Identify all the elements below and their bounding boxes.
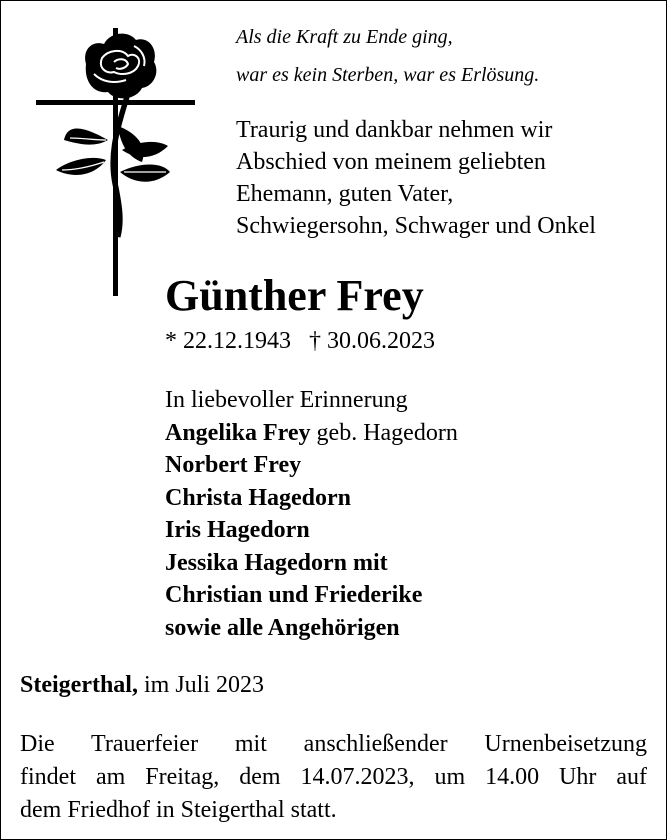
intro-text xyxy=(236,114,596,242)
cross-with-rose-icon xyxy=(30,22,200,300)
verse-line: Als die Kraft zu Ende ging, xyxy=(236,26,453,48)
deceased-name: Günther Frey xyxy=(165,271,424,320)
mourner-suffix: geb. Hagedorn xyxy=(310,419,458,446)
notice-line: dem Friedhof in Steigerthal statt. xyxy=(20,797,337,823)
verse-line: war es kein Sterben, war es Erlösung. xyxy=(236,64,540,86)
mourner-line: Christa Hagedorn xyxy=(165,484,351,511)
mourner-line: Iris Hagedorn xyxy=(165,517,310,543)
month-year: im Juli 2023 xyxy=(137,672,264,698)
intro-line: Ehemann, guten Vater, xyxy=(236,181,454,207)
life-dates: * 22.12.1943 † 30.06.2023 xyxy=(165,328,435,354)
mourners-heading: In liebevoller Erinnerung xyxy=(165,387,408,413)
funeral-notice xyxy=(20,728,647,827)
mourner-line: sowie alle Angehörigen xyxy=(165,614,400,641)
mourner-line: Norbert Frey xyxy=(165,452,302,478)
mourners-list xyxy=(165,384,458,644)
mourner-line: Jessika Hagedorn mit xyxy=(165,549,388,576)
mourner-name: Angelika Frey xyxy=(165,419,311,446)
intro-line: Abschied von meinem geliebten xyxy=(236,149,546,175)
mourner-line xyxy=(165,417,458,450)
intro-line: Traurig und dankbar nehmen wir xyxy=(236,117,553,143)
verse xyxy=(236,18,539,94)
place-date xyxy=(20,668,264,702)
town-name: Steigerthal, xyxy=(20,672,138,698)
notice-line: findet am Freitag, dem 14.07.2023, um 14.00 Uhr auf xyxy=(20,764,647,790)
intro-line: Schwiegersohn, Schwager und Onkel xyxy=(236,213,596,239)
notice-line: Die Trauerfeier mit anschließender Urnenbeisetzung xyxy=(20,731,647,757)
mourner-line: Christian und Friederike xyxy=(165,582,423,608)
